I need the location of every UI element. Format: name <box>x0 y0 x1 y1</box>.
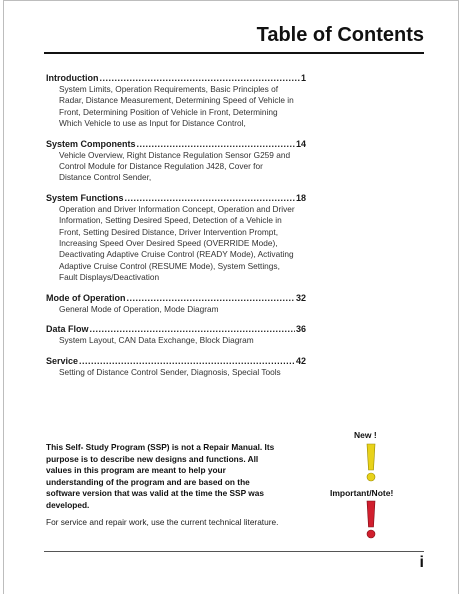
toc-entry-page: 14 <box>295 138 306 149</box>
toc-entry-description: System Limits, Operation Requirements, Basic Principles of Radar, Distance Measurement, Determining Speed of Vehicle in Front, Determining Position of Vehicle in Front, Determining Which Vehicle to use as Input for Distance Control, <box>59 84 294 129</box>
toc-entry-mode-of-operation[interactable] <box>46 292 306 315</box>
yellow-exclamation-icon <box>364 443 378 483</box>
footer-divider <box>44 551 424 552</box>
toc-entry-page: 42 <box>295 355 306 366</box>
service-note: For service and repair work, use the current technical literature. <box>46 517 279 527</box>
toc-leader-dots <box>100 72 300 84</box>
toc-entry-page: 18 <box>295 192 306 203</box>
toc-entry-title: Introduction <box>46 73 99 83</box>
toc-leader-dots <box>127 292 295 304</box>
toc-entry-title: Service <box>46 355 79 366</box>
page-title: Table of Contents <box>256 24 424 46</box>
toc-entry-description: Operation and Driver Information Concept, Operation and Driver Information, Setting Desired Speed, Detection of a Vehicle in Front, Setting Desired Distance, Driver Intervention Prompt, Increasing Speed Over Desired Speed (OVERRIDE Mode), Deactivating Adaptive Cruise Control (READY Mode), Activating Adaptive Cruise Control (RESUME Mode), System Settings, Fault Displays/Deactivation <box>59 203 295 283</box>
disclaimer-text: This Self- Study Program (SSP) is not a Repair Manual. Its purpose is to describe new designs and functions. All values in this program are meant to help your understanding of the program and are based on the software version that was valid at the time the SSP was developed. <box>46 442 275 510</box>
toc-entry-title: Mode of Operation <box>46 292 126 303</box>
toc-entry-title: System Components <box>46 138 136 149</box>
toc-entry-description: Setting of Distance Control Sender, Diagnosis, Special Tools <box>59 366 281 377</box>
toc-entry-service[interactable] <box>46 355 306 378</box>
toc-entry-page: 1 <box>300 73 306 83</box>
red-exclamation-icon <box>364 500 378 540</box>
table-of-contents <box>46 72 306 386</box>
toc-entry-title: Data Flow <box>46 324 89 335</box>
toc-entry-system-components[interactable] <box>46 138 306 184</box>
important-note-label: Important/Note! <box>330 488 394 498</box>
toc-entry-title: System Functions <box>46 192 124 203</box>
page-number: i <box>419 554 424 571</box>
toc-entry-description: Vehicle Overview, Right Distance Regulation Sensor G259 and Control Module for Distance Regulation J428, Cover for Distance Control Sender, <box>59 149 291 183</box>
toc-entry-system-functions[interactable] <box>46 192 306 284</box>
toc-leader-dots <box>125 192 295 204</box>
new-label: New ! <box>354 430 377 440</box>
toc-entry-page: 36 <box>295 324 306 335</box>
toc-leader-dots <box>137 138 295 150</box>
toc-entry-description: System Layout, CAN Data Exchange, Block Diagram <box>59 335 254 346</box>
toc-entry-page: 32 <box>295 292 306 303</box>
toc-leader-dots <box>79 355 295 367</box>
toc-leader-dots <box>90 323 295 335</box>
toc-entry-introduction[interactable] <box>46 72 306 130</box>
toc-entry-description: General Mode of Operation, Mode Diagram <box>59 303 219 314</box>
title-divider <box>44 52 424 54</box>
toc-entry-data-flow[interactable] <box>46 323 306 346</box>
